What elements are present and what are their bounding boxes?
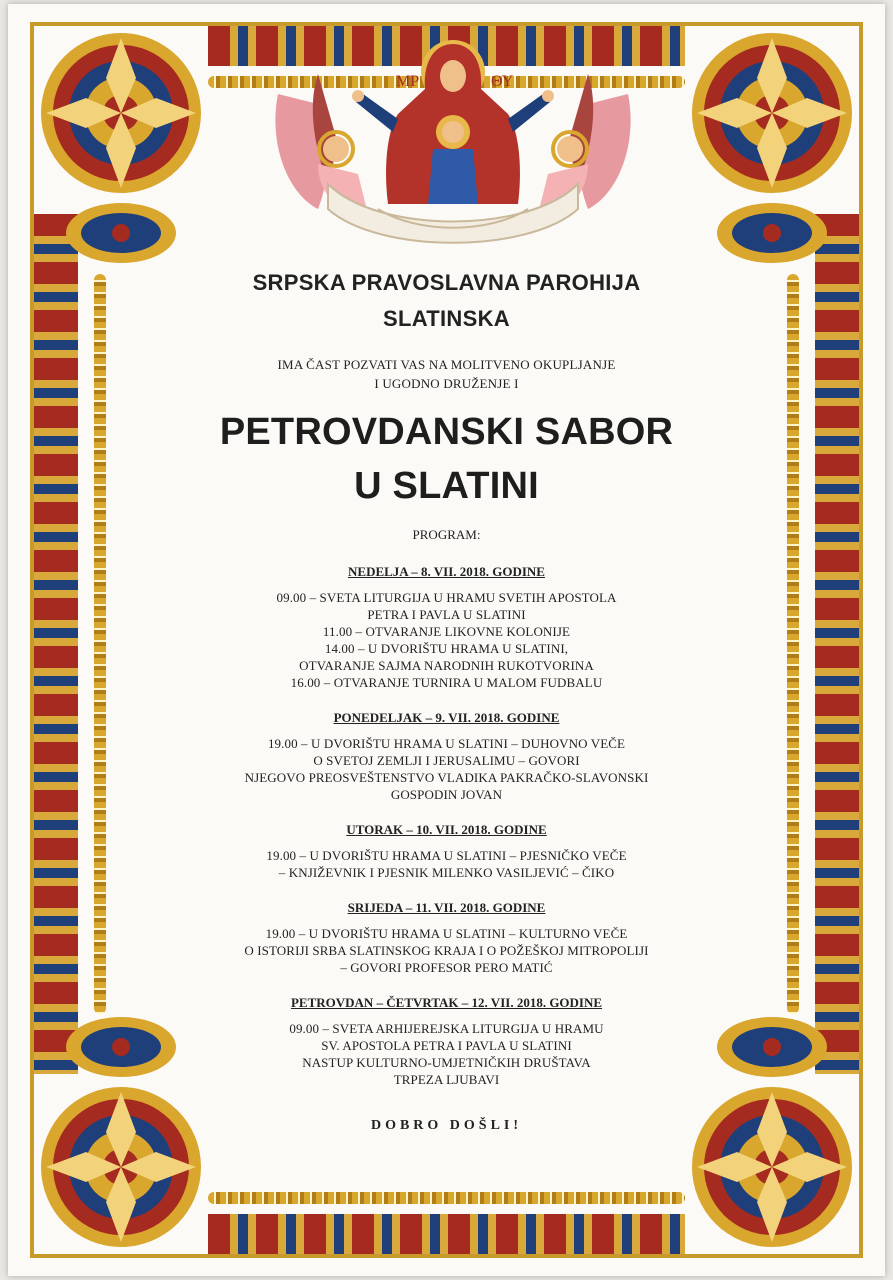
event-title xyxy=(158,405,735,513)
schedule-line: 09.00 – SVETA LITURGIJA U HRAMU SVETIH APOSTOLA xyxy=(276,590,617,605)
corner-ornament-icon xyxy=(677,18,867,268)
schedule-line: NASTUP KULTURNO-UMJETNIČKIH DRUŠTAVA xyxy=(302,1055,591,1070)
schedule-line: 16.00 – OTVARANJE TURNIRA U MALOM FUDBALU xyxy=(290,675,603,690)
parish-line-1: SRPSKA PRAVOSLAVNA PAROHIJA xyxy=(252,270,641,295)
day-items-sunday xyxy=(158,589,735,691)
schedule-line: OTVARANJE SAJMA NARODNIH RUKOTVORINA xyxy=(299,658,594,673)
schedule-line: PETRA I PAVLA U SLATINI xyxy=(367,607,526,622)
schedule-line: TRPEZA LJUBAVI xyxy=(393,1072,500,1087)
schedule-line: NJEGOVO PREOSVEŠTENSTVO VLADIKA PAKRAČKO-SLAVONSKI xyxy=(244,770,649,785)
theotokos-icon xyxy=(258,34,648,259)
schedule-line: – GOVORI PROFESOR PERO MATIĆ xyxy=(340,960,553,975)
gold-chain-left xyxy=(94,274,106,1014)
schedule-line: 19.00 – U DVORIŠTU HRAMA U SLATINI – DUHOVNO VEČE xyxy=(267,736,626,751)
schedule-line: SV. APOSTOLA PETRA I PAVLA U SLATINI xyxy=(321,1038,572,1053)
event-title-line-2: U SLATINI xyxy=(354,465,539,507)
program-schedule xyxy=(158,563,735,1088)
schedule-line: 09.00 – SVETA ARHIJEREJSKA LITURGIJA U HRAMU xyxy=(289,1021,604,1036)
program-label: PROGRAM: xyxy=(412,527,481,542)
parish-name xyxy=(158,265,735,337)
ornament-band-right xyxy=(815,214,859,1074)
poster-sheet xyxy=(8,4,885,1276)
ornament-band-bottom xyxy=(208,1214,685,1254)
parish-line-2: SLATINSKA xyxy=(383,306,510,331)
poster-content xyxy=(158,259,735,1134)
day-heading-tuesday: UTORAK – 10. VII. 2018. GODINE xyxy=(346,822,547,837)
schedule-line: O ISTORIJI SRBA SLATINSKOG KRAJA I O POŽEŠKOJ MITROPOLIJI xyxy=(244,943,649,958)
ornament-band-left xyxy=(34,214,78,1074)
day-heading-wednesday: SRIJEDA – 11. VII. 2018. GODINE xyxy=(347,900,546,915)
day-heading-thursday: PETROVDAN – ČETVRTAK – 12. VII. 2018. GODINE xyxy=(290,995,603,1010)
schedule-line: 19.00 – U DVORIŠTU HRAMA U SLATINI – KULTURNO VEČE xyxy=(265,926,628,941)
schedule-line: GOSPODIN JOVAN xyxy=(390,787,503,802)
day-heading-monday: PONEDELJAK – 9. VII. 2018. GODINE xyxy=(333,710,560,725)
day-items-monday xyxy=(158,735,735,803)
gold-chain-bottom xyxy=(208,1192,685,1204)
gold-chain-right xyxy=(787,274,799,1014)
schedule-line: – KNJIŽEVNIK I PJESNIK MILENKO VASILJEVIĆ – ČIKO xyxy=(278,865,615,880)
day-items-wednesday xyxy=(158,925,735,976)
icon-inscription-right: ΘΥ xyxy=(491,73,514,90)
schedule-line: O SVETOJ ZEMLJI I JERUSALIMU – GOVORI xyxy=(313,753,580,768)
invitation-line-1: IMA ČAST POZVATI VAS NA MOLITVENO OKUPLJANJE xyxy=(277,357,616,372)
welcome-text: DOBRO DOŠLI! xyxy=(370,1118,523,1133)
day-items-thursday xyxy=(158,1020,735,1088)
schedule-line: 14.00 – U DVORIŠTU HRAMA U SLATINI, xyxy=(324,641,569,656)
schedule-line: 19.00 – U DVORIŠTU HRAMA U SLATINI – PJESNIČKO VEČE xyxy=(266,848,627,863)
invitation-line-2: I UGODNO DRUŽENJE I xyxy=(374,376,519,391)
day-heading-sunday: NEDELJA – 8. VII. 2018. GODINE xyxy=(348,564,545,579)
icon-inscription-left: ΜΡ xyxy=(396,73,420,90)
event-title-line-1: PETROVDANSKI SABOR xyxy=(219,411,674,453)
schedule-line: 11.00 – OTVARANJE LIKOVNE KOLONIJE xyxy=(322,624,571,639)
invitation-text xyxy=(158,355,735,393)
day-items-tuesday xyxy=(158,847,735,881)
corner-ornament-icon xyxy=(26,18,216,268)
